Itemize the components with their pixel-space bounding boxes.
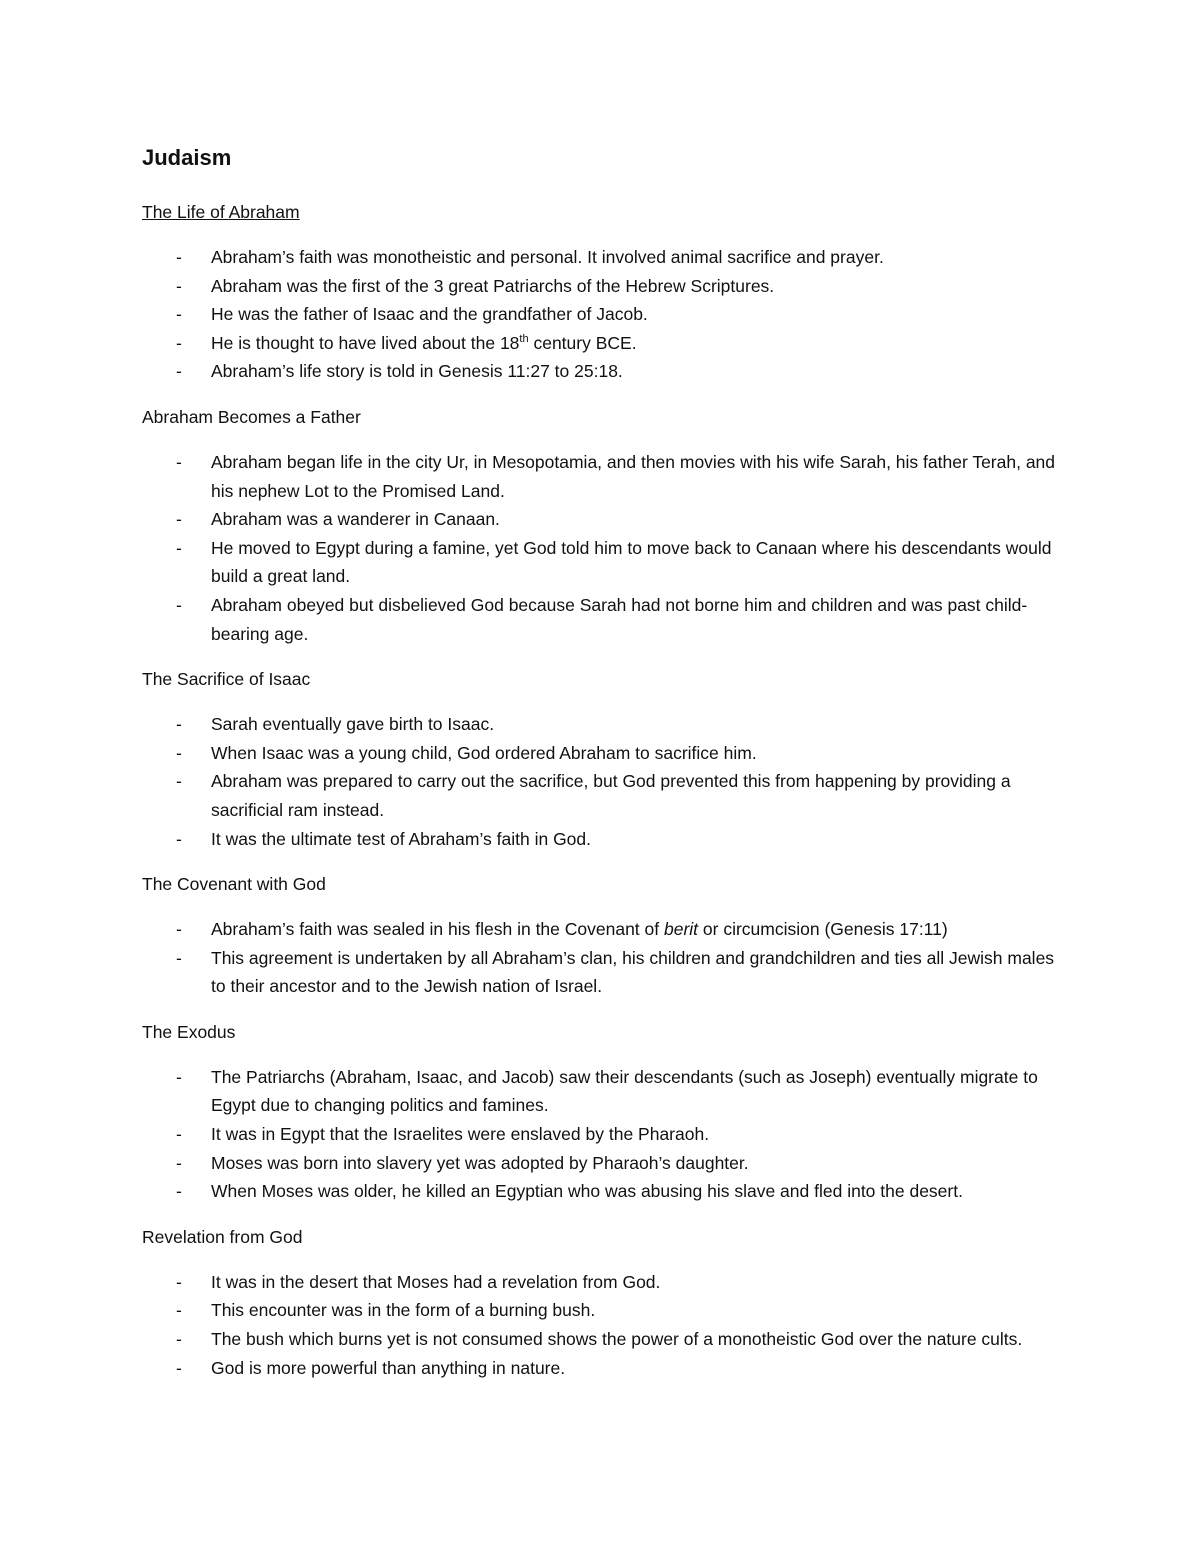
bullet-item: [142, 825, 1062, 854]
bullet-text: When Isaac was a young child, God ordered Abraham to sacrifice him.: [211, 742, 757, 763]
dash-bullet-icon: -: [176, 828, 182, 849]
dash-bullet-icon: -: [176, 1300, 182, 1321]
section-heading: The Covenant with God: [142, 874, 326, 895]
bullet-item: [142, 1354, 1062, 1383]
section-heading: Revelation from God: [142, 1226, 303, 1247]
bullet-item: [142, 944, 1062, 1001]
section: [142, 872, 1062, 1001]
bullet-text: or circumcision (Genesis 17:11): [698, 919, 948, 940]
section-heading: Abraham Becomes a Father: [142, 406, 361, 427]
bullet-text: Abraham began life in the city Ur, in Mesopotamia, and then movies with his wife Sarah, his father Terah, and his nephew Lot to the Promised Land.: [211, 451, 1056, 501]
bullet-text: Abraham’s life story is told in Genesis 11:27 to 25:18.: [211, 361, 623, 382]
dash-bullet-icon: -: [176, 1181, 182, 1202]
section: [142, 200, 1062, 386]
dash-bullet-icon: -: [176, 594, 182, 615]
dash-bullet-icon: -: [176, 537, 182, 558]
bullet-item: [142, 1063, 1062, 1120]
dash-bullet-icon: -: [176, 275, 182, 296]
bullet-list: [142, 243, 1062, 386]
dash-bullet-icon: -: [176, 1152, 182, 1173]
dash-bullet-icon: -: [176, 247, 182, 267]
bullet-text: It was the ultimate test of Abraham’s faith in God.: [211, 828, 592, 849]
dash-bullet-icon: -: [176, 771, 182, 792]
bullet-item: [142, 1177, 1062, 1206]
bullet-item: [142, 710, 1062, 739]
bullet-list: [142, 1063, 1062, 1206]
dash-bullet-icon: -: [176, 947, 182, 968]
bullet-text: Moses was born into slavery yet was adopted by Pharaoh’s daughter.: [211, 1152, 749, 1173]
section-heading: The Sacrifice of Isaac: [142, 669, 311, 690]
dash-bullet-icon: -: [176, 509, 182, 530]
dash-bullet-icon: -: [176, 742, 182, 763]
bullet-text: This encounter was in the form of a burning bush.: [211, 1300, 596, 1321]
bullet-item: [142, 272, 1062, 301]
page-title: Judaism: [142, 145, 232, 170]
bullet-text: The Patriarchs (Abraham, Isaac, and Jacob) saw their descendants (such as Joseph) eventually migrate to Egypt due to changing politics and famines.: [211, 1066, 1038, 1116]
bullet-text: Abraham was the first of the 3 great Patriarchs of the Hebrew Scriptures.: [211, 275, 775, 296]
bullet-item: [142, 300, 1062, 329]
dash-bullet-icon: -: [176, 1066, 182, 1087]
bullet-item: [142, 329, 1062, 358]
bullet-text: Abraham was prepared to carry out the sacrifice, but God prevented this from happening by providing a sacrificial ram instead.: [211, 771, 1011, 820]
bullet-text: God is more powerful than anything in nature.: [211, 1357, 566, 1378]
bullet-item: [142, 534, 1062, 591]
bullet-item: [142, 1325, 1062, 1354]
bullet-item: [142, 767, 1062, 824]
bullet-text: century BCE.: [528, 332, 637, 353]
bullet-text: Sarah eventually gave birth to Isaac.: [211, 714, 495, 735]
superscript-text: th: [519, 332, 529, 345]
bullet-item: [142, 1296, 1062, 1325]
dash-bullet-icon: -: [176, 1357, 182, 1378]
bullet-text: He moved to Egypt during a famine, yet God told him to move back to Canaan where his descendants would build a great land.: [211, 537, 1052, 587]
dash-bullet-icon: -: [176, 714, 182, 735]
bullet-text: Abraham was a wanderer in Canaan.: [211, 509, 500, 530]
bullet-item: [142, 243, 1062, 272]
bullet-text: Abraham’s faith was sealed in his flesh in the Covenant of: [211, 919, 664, 940]
bullet-text: It was in the desert that Moses had a revelation from God.: [211, 1271, 661, 1292]
dash-bullet-icon: -: [176, 361, 182, 382]
dash-bullet-icon: -: [176, 304, 182, 325]
bullet-text: This agreement is undertaken by all Abraham’s clan, his children and grandchildren and ties all Jewish males to their ancestor and to the Jewish nation of Israel.: [211, 947, 1055, 997]
bullet-text: Abraham’s faith was monotheistic and personal. It involved animal sacrifice and prayer.: [211, 247, 884, 267]
bullet-item: [142, 915, 1062, 944]
sections-container: [142, 200, 1062, 1382]
bullet-text: When Moses was older, he killed an Egyptian who was abusing his slave and fled into the desert.: [211, 1181, 963, 1202]
section-heading: The Exodus: [142, 1021, 236, 1042]
dash-bullet-icon: -: [176, 451, 182, 472]
bullet-text: He is thought to have lived about the 18: [211, 332, 520, 353]
bullet-text: It was in Egypt that the Israelites were enslaved by the Pharaoh.: [211, 1124, 710, 1145]
document-body: [142, 142, 1062, 1401]
bullet-text: The bush which burns yet is not consumed shows the power of a monotheistic God over the nature cults.: [211, 1329, 1023, 1350]
bullet-item: [142, 739, 1062, 768]
dash-bullet-icon: -: [176, 1271, 182, 1292]
bullet-item: [142, 591, 1062, 648]
dash-bullet-icon: -: [176, 919, 182, 940]
bullet-list: [142, 710, 1062, 853]
bullet-item: [142, 1120, 1062, 1149]
dash-bullet-icon: -: [176, 1124, 182, 1145]
bullet-text: Abraham obeyed but disbelieved God because Sarah had not borne him and children and was past child-bearing age.: [211, 594, 1028, 644]
dash-bullet-icon: -: [176, 332, 182, 353]
bullet-list: [142, 448, 1062, 648]
bullet-item: [142, 448, 1062, 505]
dash-bullet-icon: -: [176, 1329, 182, 1350]
bullet-item: [142, 505, 1062, 534]
bullet-text: He was the father of Isaac and the grandfather of Jacob.: [211, 304, 648, 325]
section: [142, 667, 1062, 853]
bullet-item: [142, 1149, 1062, 1178]
bullet-list: [142, 915, 1062, 1001]
section: [142, 405, 1062, 648]
section: [142, 1225, 1062, 1382]
bullet-item: [142, 357, 1062, 386]
section: [142, 1020, 1062, 1206]
bullet-item: [142, 1268, 1062, 1297]
section-heading: The Life of Abraham: [142, 202, 300, 222]
bullet-list: [142, 1268, 1062, 1382]
italic-term: berit: [664, 919, 699, 940]
